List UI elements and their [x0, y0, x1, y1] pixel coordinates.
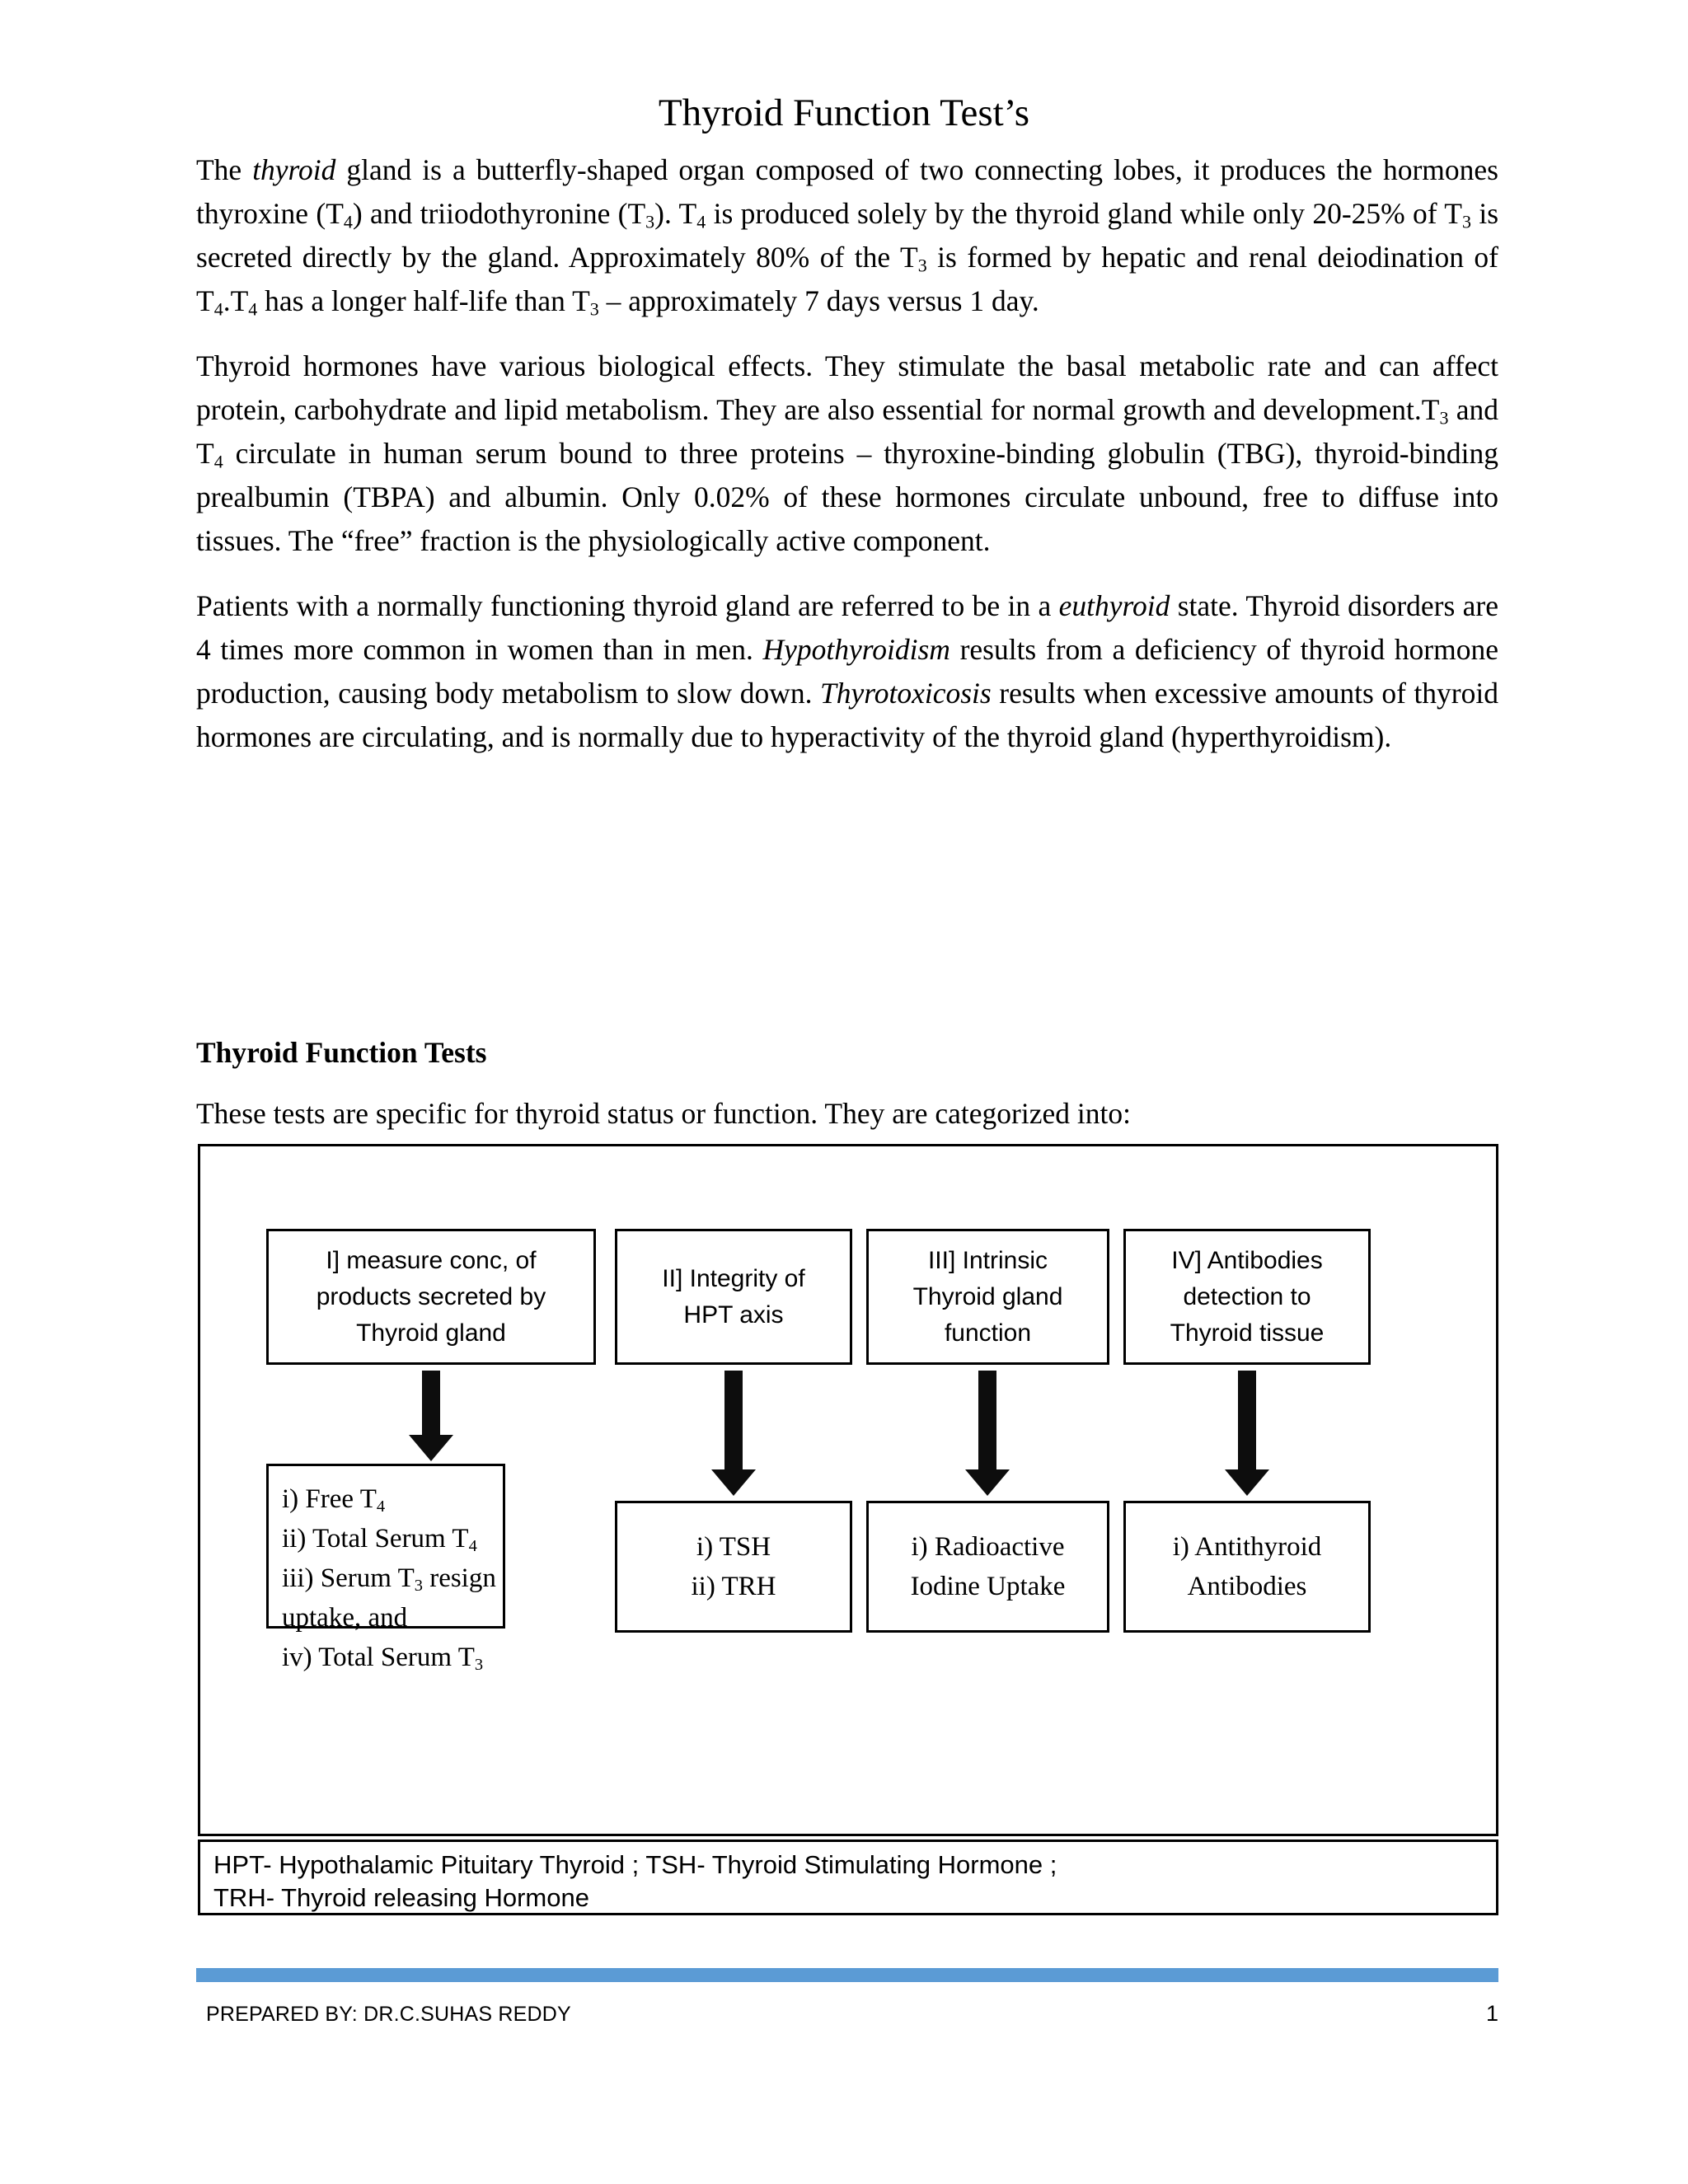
diagram-box-results-II-label: i) TSH ii) TRH: [691, 1532, 776, 1601]
diagram-box-results-IV-label: i) Antithyroid Antibodies: [1172, 1532, 1322, 1601]
footer-rule: [196, 1968, 1498, 1982]
diagram-box-category-IV-label: IV] Antibodies detection to Thyroid tissue: [1170, 1246, 1325, 1347]
diagram-box-results-I: [266, 1464, 505, 1674]
diagram-box-category-II-label: II] Integrity of HPT axis: [662, 1264, 805, 1329]
arrow-head: [1225, 1469, 1269, 1496]
arrow-head: [965, 1469, 1010, 1496]
diagram-box-category-II: [615, 1229, 852, 1365]
page-title: Thyroid Function Test’s: [658, 91, 1030, 134]
paragraph-3: Patients with a normally functioning thyroid gland are referred to be in a euthyroid state. Thyroid disorders are 4 times more common in women than in men. Hypothyroidism results from a deficiency of thyroid hormone production, causing body metabolism to slow down. Thyrotoxicosis results when excessive amounts of thyroid hormones are circulating, and is normally due to hyperactivity of the thyroid gland (hyperthyroidism).: [196, 589, 1498, 753]
diagram-box-results-III-label: i) Radioactive Iodine Uptake: [910, 1532, 1066, 1601]
legend-line-1: HPT- Hypothalamic Pituitary Thyroid ; TSH- Thyroid Stimulating Hormone ;: [213, 1850, 1057, 1879]
diagram-legend: [198, 1840, 1498, 1915]
diagram-box-results-II: [615, 1501, 852, 1633]
footer-prepared-by: PREPARED BY: DR.C.SUHAS REDDY: [206, 2003, 571, 2026]
paragraph-1: The thyroid gland is a butterfly-shaped organ composed of two connecting lobes, it produces the hormones thyroxine $(T_4)$ and triiodothyronine $(T_3)$. $T_4$ is produced solely by the thyroid gland while only 20-25% of $T_3$ is secreted directly by the gland. Approximately 80% of the $T_3$ is formed by hepatic and renal deiodination of $T_4.T_4$ has a longer half-life than $T_3$ – approximately 7 days versus 1 day.: [196, 153, 1499, 320]
section-heading-thyroid-function-tests: Thyroid Function Tests: [196, 1036, 487, 1069]
diagram-box-category-III: [866, 1229, 1109, 1365]
diagram-box-results-III: [866, 1501, 1109, 1633]
arrow-head: [409, 1435, 453, 1461]
paragraph-2: Thyroid hormones have various biological effects. They stimulate the basal metabolic rate and can affect protein, carbohydrate and lipid metabolism. They are also essential for normal growth and $development.T_3$ and $T_4$ circulate in human serum bound to three proteins – thyroxine-binding globulin (TBG), thyroid-binding prealbumin (TBPA) and albumin. Only 0.02% of these hormones circulate unbound, free to diffuse into tissues. The “free” fraction is the physiologically active component.: [196, 349, 1498, 557]
body-text-column: [196, 148, 1498, 759]
arrow-shaft: [1238, 1371, 1256, 1469]
thyroid-tests-diagram: [198, 1144, 1498, 1836]
diagram-box-category-III-label: III] Intrinsic Thyroid gland function: [912, 1246, 1063, 1347]
diagram-box-category-IV: [1123, 1229, 1371, 1365]
diagram-box-results-I-label: i) Free $T_4$ ii) Total Serum $T_4$ iii) Serum $T_3$ resign uptake, and iv) Total Serum $T_3$: [282, 1484, 496, 1674]
arrow-shaft: [422, 1371, 440, 1435]
arrow-shaft: [978, 1371, 996, 1469]
legend-line-2: TRH- Thyroid releasing Hormone: [213, 1883, 589, 1912]
down-arrow-icon-I: [409, 1371, 453, 1461]
diagram-box-category-I-label: I] measure conc, of products secreted by Thyroid gland: [316, 1246, 546, 1347]
arrow-head: [711, 1469, 756, 1496]
footer-page-number: 1: [1485, 2001, 1498, 2026]
diagram-box-results-IV: [1123, 1501, 1371, 1633]
down-arrow-icon-III: [965, 1371, 1010, 1496]
diagram-box-category-I: [266, 1229, 596, 1365]
arrow-shaft: [724, 1371, 743, 1469]
down-arrow-icon-IV: [1225, 1371, 1269, 1496]
down-arrow-icon-II: [711, 1371, 756, 1496]
intro-line: These tests are specific for thyroid status or function. They are categorized into:: [196, 1097, 1131, 1130]
